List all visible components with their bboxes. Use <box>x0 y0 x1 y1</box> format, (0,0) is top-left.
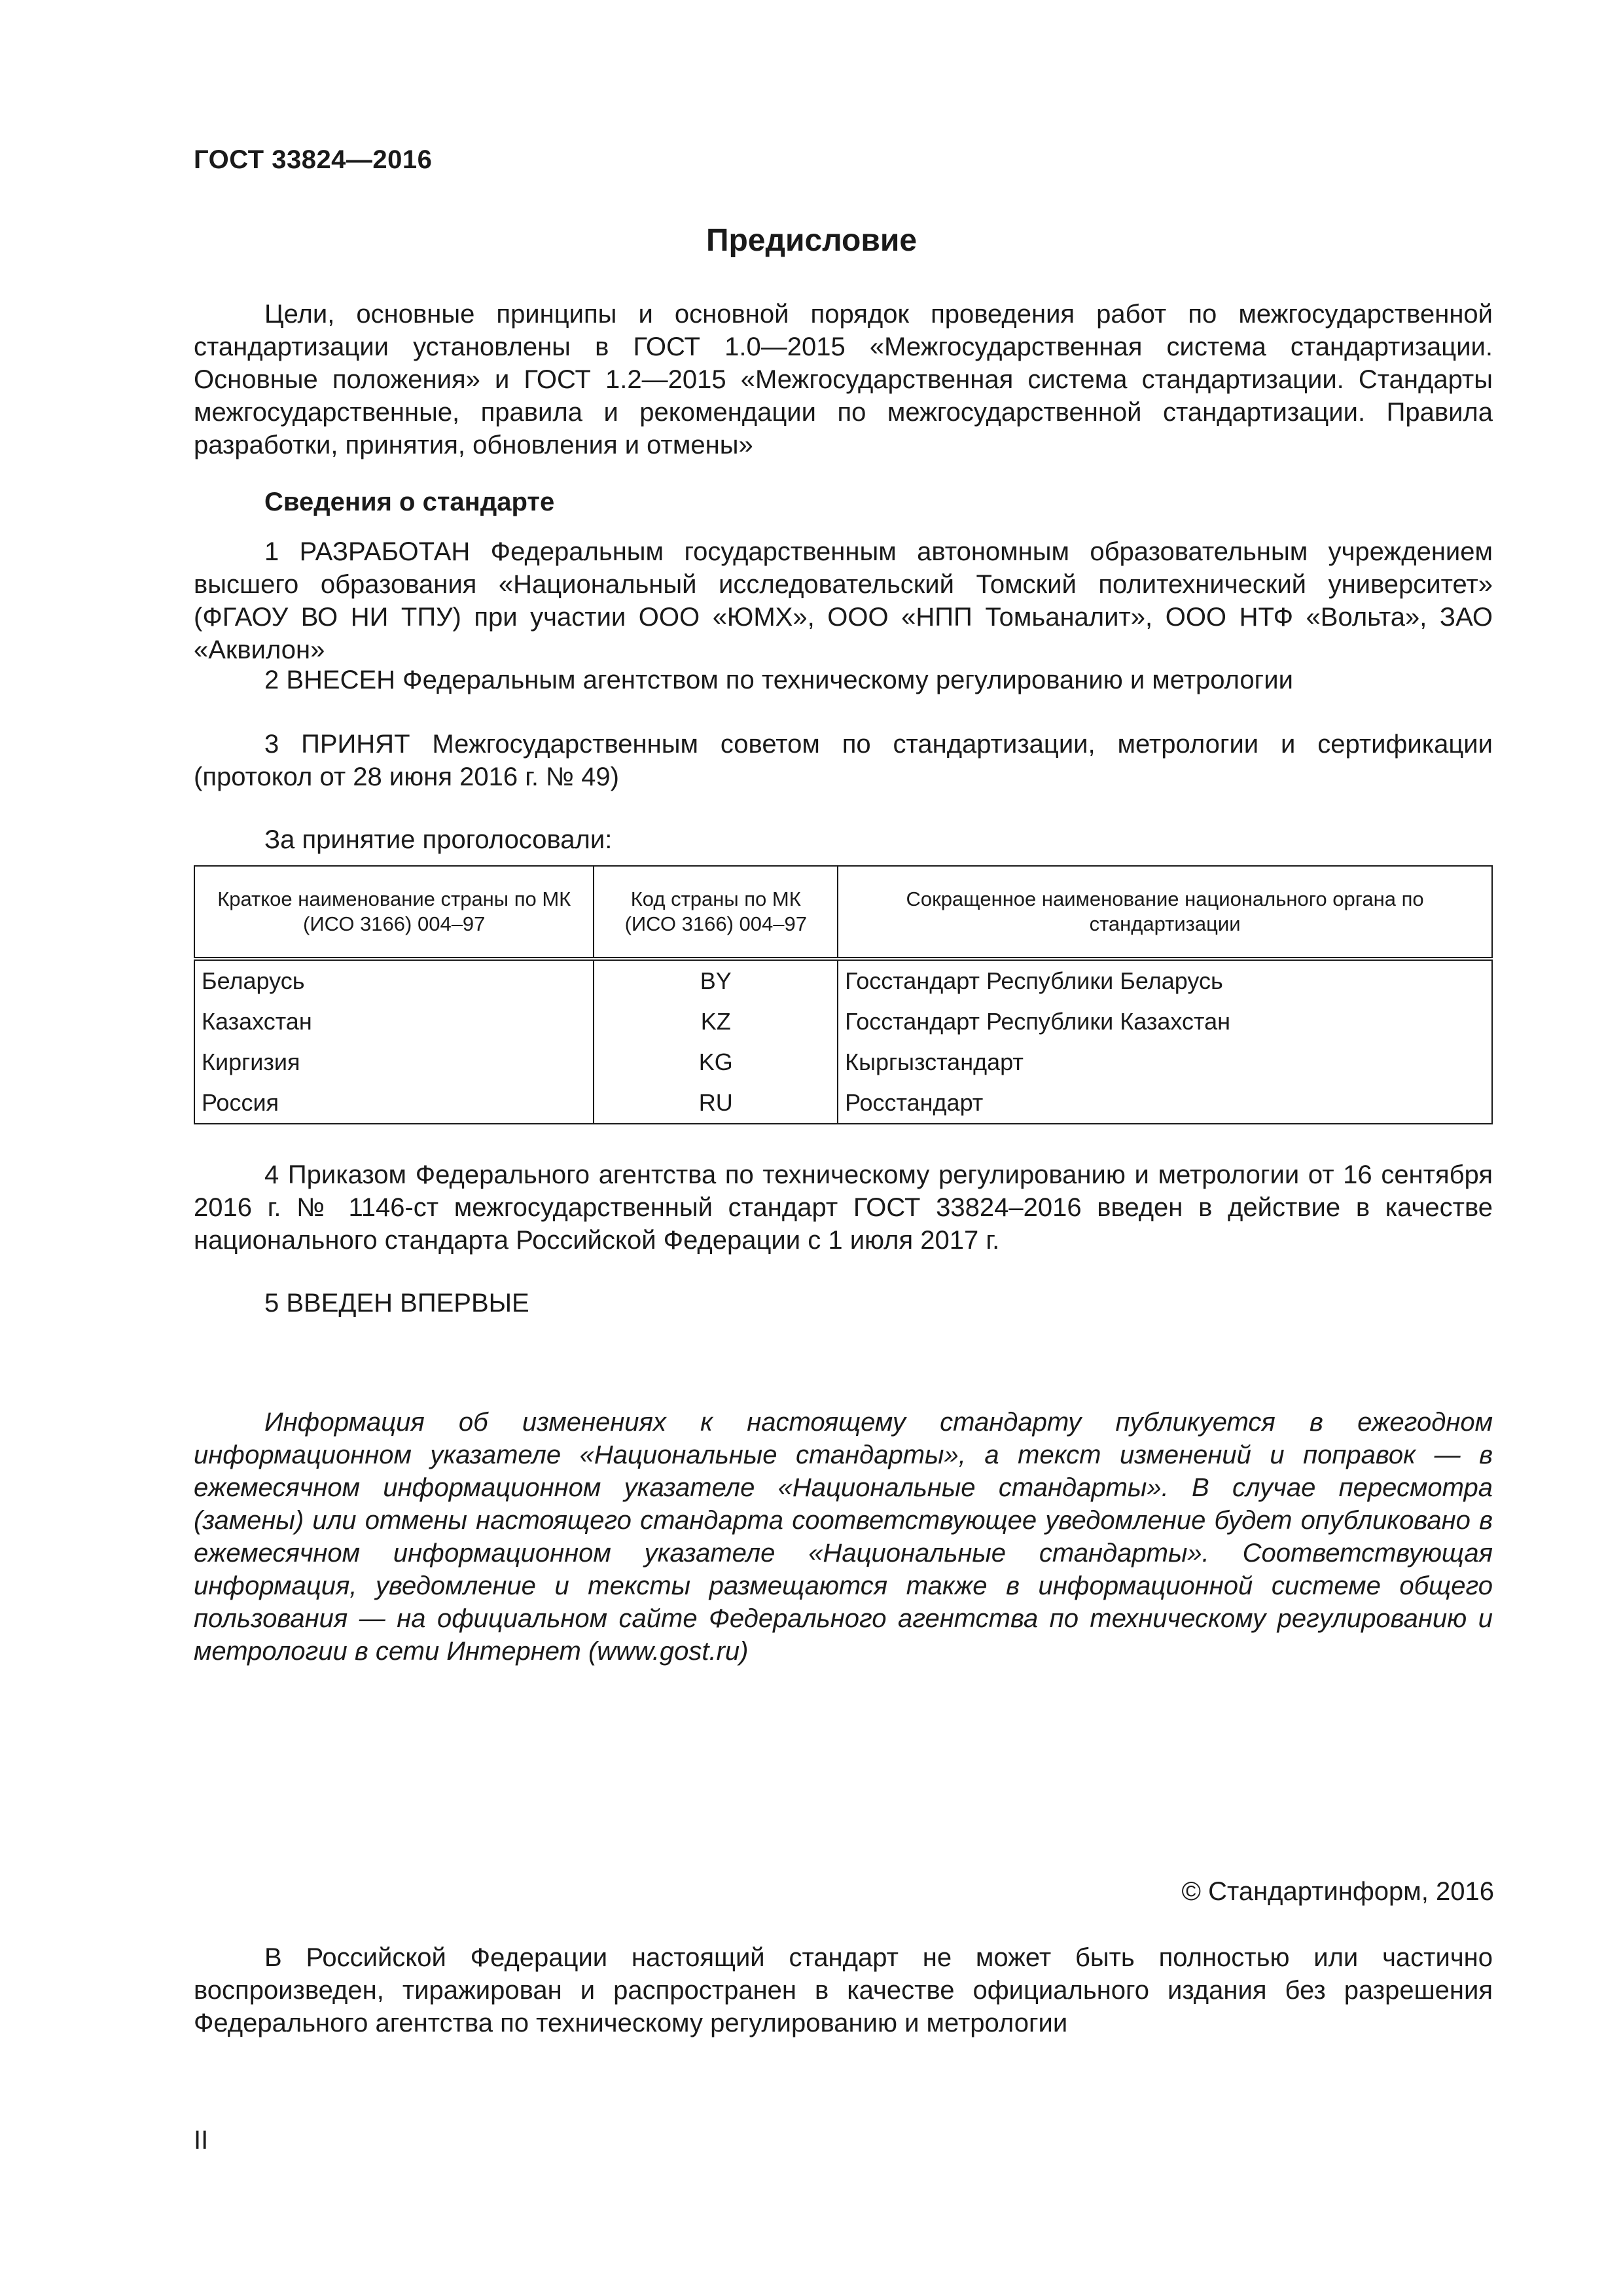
country-cell: Киргизия <box>194 1042 594 1083</box>
page-number: II <box>194 2126 209 2155</box>
table-row <box>194 1042 1492 1083</box>
country-cell: Россия <box>194 1083 594 1124</box>
code-cell: RU <box>594 1083 838 1124</box>
item-5-paragraph: 5 ВВЕДЕН ВПЕРВЫЕ <box>264 1289 529 1318</box>
reproduction-notice: В Российской Федерации настоящий стандарт не может быть полностью или частично воспроизведен, тиражирован и распространен в качестве официального издания без разрешения Федерального агентства по техническому регулированию и метрологии <box>194 1943 1493 2037</box>
table-row <box>194 959 1492 1001</box>
item-2-paragraph: 2 ВНЕСЕН Федеральным агентством по техническому регулированию и метрологии <box>264 666 1293 694</box>
voting-caption: За принятие проголосовали: <box>264 825 613 854</box>
document-number: ГОСТ 33824—2016 <box>194 145 433 174</box>
country-cell: Казахстан <box>194 1001 594 1042</box>
change-notice-paragraph: Информация об изменениях к настоящему стандарту публикуется в ежегодном информационном указателе «Национальные стандарты», а текст изменений и поправок — в ежемесячном информационном указателе «Национальные стандарты». В случае пересмотра (замены) или отмены настоящего стандарта соответствующее уведомление будет опубликовано в ежемесячном информационном указателе «Национальные стандарты». Соответствующая информация, уведомление и тексты размещаются также в информационной системе общего пользования — на официальном сайте Федерального агентства по техническому регулированию и метрологии в сети Интернет (www.gost.ru) <box>194 1408 1493 1666</box>
item-4-paragraph: 4 Приказом Федерального агентства по техническому регулированию и метрологии от 16 сентября 2016 г. № 1146-ст межгосударственный стандарт ГОСТ 33824–2016 введен в действие в качестве национального стандарта Российской Федерации с 1 июля 2017 г. <box>194 1160 1493 1255</box>
copyright-line: © Стандартинформ, 2016 <box>1181 1877 1494 1906</box>
code-cell: KG <box>594 1042 838 1083</box>
body-cell: Госстандарт Республики Казахстан <box>838 1001 1492 1042</box>
country-cell: Беларусь <box>194 959 594 1001</box>
page-title: Предисловие <box>705 223 918 258</box>
code-cell: BY <box>594 959 838 1001</box>
code-cell: KZ <box>594 1001 838 1042</box>
body-cell: Росстандарт <box>838 1083 1492 1124</box>
body-cell: Кыргызстандарт <box>838 1042 1492 1083</box>
table-row <box>194 1001 1492 1042</box>
table-row <box>194 1083 1492 1124</box>
column-header-body: Сокращенное наименование национального органа по стандартизации <box>838 866 1492 959</box>
section-title: Сведения о стандарте <box>264 488 555 516</box>
voting-table <box>194 865 1493 1124</box>
intro-paragraph: Цели, основные принципы и основной порядок проведения работ по межгосударственной стандартизации установлены в ГОСТ 1.0—2015 «Межгосударственная система стандартизации. Основные положения» и ГОСТ 1.2—2015 «Межгосударственная система стандартизации. Стандарты межгосударственные, правила и рекомендации по межгосударственной стандартизации. Правила разработки, принятия, обновления и отмены» <box>194 300 1493 459</box>
item-1-paragraph: 1 РАЗРАБОТАН Федеральным государственным автономным образовательным учреждением высшего образования «Национальный исследовательский Томский политехнический университет» (ФГАОУ ВО НИ ТПУ) при участии ООО «ЮМХ», ООО «НПП Томьаналит», ООО НТФ «Вольта», ЗАО «Аквилон» <box>194 537 1493 664</box>
body-cell: Госстандарт Республики Беларусь <box>838 959 1492 1001</box>
table-header-row <box>194 866 1492 959</box>
item-3-paragraph: 3 ПРИНЯТ Межгосударственным советом по стандартизации, метрологии и сертификации (протокол от 28 июня 2016 г. № 49) <box>194 730 1493 791</box>
column-header-country: Краткое наименование страны по МК (ИСО 3166) 004–97 <box>194 866 594 959</box>
column-header-code: Код страны по МК (ИСО 3166) 004–97 <box>594 866 838 959</box>
